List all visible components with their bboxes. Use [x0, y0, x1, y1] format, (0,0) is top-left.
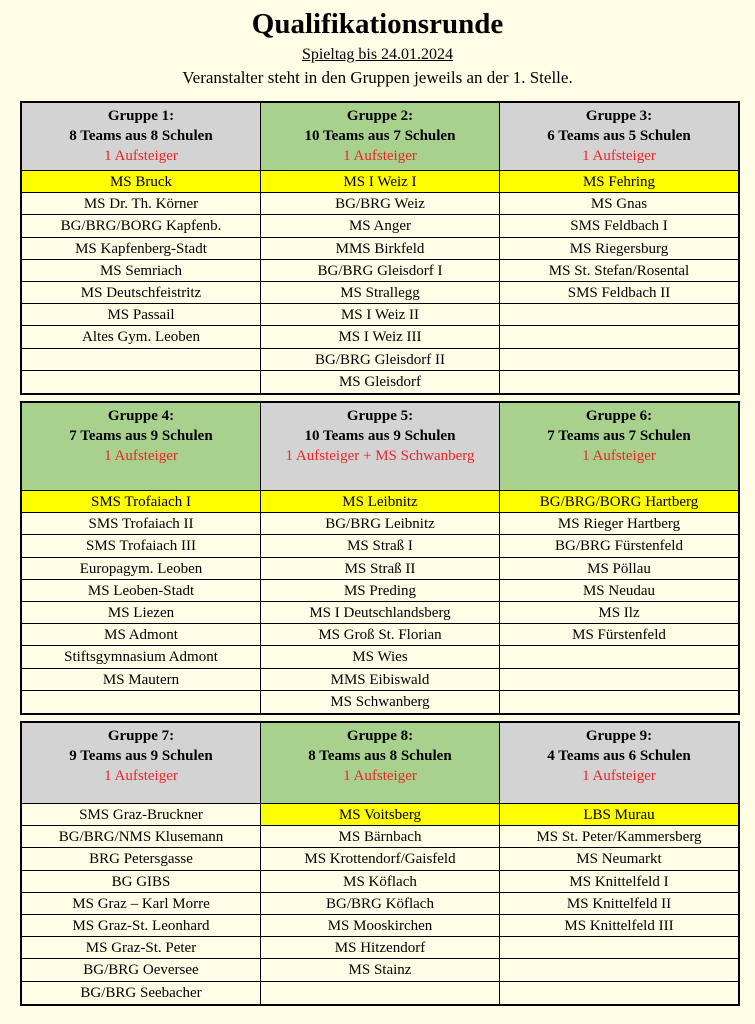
team-cell: MS Preding [261, 580, 499, 602]
organizer-team: SMS Trofaiach I [22, 491, 260, 513]
team-cell: Europagym. Leoben [22, 558, 260, 580]
team-cell: MS Graz-St. Peter [22, 937, 260, 959]
empty-cell [500, 691, 738, 713]
team-cell: MS Leoben-Stadt [22, 580, 260, 602]
team-cell: MS Admont [22, 624, 260, 646]
group-info: 7 Teams aus 9 Schulen [69, 428, 213, 444]
group-info: 6 Teams aus 5 Schulen [547, 128, 691, 144]
group-header [261, 723, 499, 804]
organizer-team: SMS Graz-Bruckner [22, 804, 260, 826]
team-cell: MS Liezen [22, 602, 260, 624]
group-info: 10 Teams aus 7 Schulen [304, 128, 456, 144]
team-cell: MS Knittelfeld II [500, 893, 738, 915]
group-name: Gruppe 7: [107, 728, 175, 744]
page-subtitle: Spieltag bis 24.01.2024 [301, 46, 454, 63]
empty-cell [500, 669, 738, 691]
team-cell: MS Knittelfeld III [500, 915, 738, 937]
empty-cell [500, 371, 738, 393]
organizer-team: MS I Weiz I [261, 171, 499, 193]
group-block-2 [20, 401, 740, 715]
group-info: 7 Teams aus 7 Schulen [547, 428, 691, 444]
page-title: Qualifikationsrunde [251, 8, 504, 40]
team-cell: MMS Birkfeld [261, 238, 499, 260]
group-name: Gruppe 1: [107, 108, 175, 124]
team-cell: Altes Gym. Leoben [22, 326, 260, 348]
organizer-team: MS Bruck [22, 171, 260, 193]
group-column [261, 103, 500, 393]
team-cell: MS Groß St. Florian [261, 624, 499, 646]
empty-cell [500, 937, 738, 959]
team-cell: MS Kapfenberg-Stadt [22, 238, 260, 260]
group-column [261, 403, 500, 713]
team-cell: SMS Feldbach II [500, 282, 738, 304]
group-column [500, 403, 738, 713]
team-cell: MS Gleisdorf [338, 373, 422, 390]
group-name: Gruppe 3: [585, 108, 653, 124]
group-header [22, 403, 260, 491]
empty-cell [500, 982, 738, 1004]
team-cell: MS Mautern [22, 669, 260, 691]
team-cell: MS Dr. Th. Körner [22, 193, 260, 215]
organizer-team: MS Voitsberg [261, 804, 499, 826]
empty-cell [261, 982, 499, 1004]
group-info: 10 Teams aus 9 Schulen [304, 428, 456, 444]
organizer-team: LBS Murau [500, 804, 738, 826]
promotion-note: 1 Aufsteiger [104, 148, 178, 164]
team-cell: MMS Eibiswald [261, 669, 499, 691]
group-column [500, 723, 738, 1004]
team-cell: MS Krottendorf/Gaisfeld [261, 848, 499, 870]
group-header [22, 103, 260, 171]
group-info: 4 Teams aus 6 Schulen [547, 748, 691, 764]
organizer-team: MS Fehring [500, 171, 738, 193]
group-column [22, 723, 261, 1004]
team-cell: MS St. Peter/Kammersberg [500, 826, 738, 848]
team-cell: MS Pöllau [500, 558, 738, 580]
empty-cell [500, 349, 738, 371]
team-cell: SMS Feldbach I [500, 215, 738, 237]
team-cell: MS Mooskirchen [261, 915, 499, 937]
team-cell: MS Stainz [261, 959, 499, 981]
team-cell: MS Graz – Karl Morre [22, 893, 260, 915]
team-cell: SMS Trofaiach II [22, 513, 260, 535]
group-block-3 [20, 721, 740, 1006]
group-column [22, 103, 261, 393]
group-header [22, 723, 260, 804]
team-cell: BG/BRG Oeversee [22, 959, 260, 981]
organizer-note: Veranstalter steht in den Gruppen jeweils an der 1. Stelle. [182, 68, 573, 87]
group-header [500, 103, 738, 171]
team-cell: BG/BRG Seebacher [80, 984, 202, 1001]
group-header [261, 403, 499, 491]
team-cell: BG/BRG Gleisdorf II [261, 349, 499, 371]
team-cell: MS Hitzendorf [261, 937, 499, 959]
page-header [0, 0, 755, 92]
team-cell: BG GIBS [22, 871, 260, 893]
group-name: Gruppe 4: [107, 408, 175, 424]
team-cell: MS Köflach [261, 871, 499, 893]
team-cell: MS Ilz [500, 602, 738, 624]
promotion-note: 1 Aufsteiger + MS Schwanberg [285, 448, 475, 464]
team-cell: BG/BRG/NMS Klusemann [22, 826, 260, 848]
empty-cell [500, 304, 738, 326]
group-column [500, 103, 738, 393]
team-cell: MS I Deutschlandsberg [261, 602, 499, 624]
empty-cell [500, 959, 738, 981]
team-cell: MS Graz-St. Leonhard [22, 915, 260, 937]
empty-cell [22, 349, 260, 371]
promotion-note: 1 Aufsteiger [343, 768, 417, 784]
team-cell: BG/BRG/BORG Kapfenb. [22, 215, 260, 237]
organizer-team: MS Leibnitz [261, 491, 499, 513]
team-cell: MS Wies [261, 646, 499, 668]
empty-cell [22, 371, 260, 393]
team-cell: MS Straß I [261, 535, 499, 557]
team-cell: MS Strallegg [261, 282, 499, 304]
team-cell: MS Anger [261, 215, 499, 237]
promotion-note: 1 Aufsteiger [582, 768, 656, 784]
team-cell: BG/BRG Köflach [261, 893, 499, 915]
group-name: Gruppe 9: [585, 728, 653, 744]
team-cell: MS Deutschfeistritz [22, 282, 260, 304]
group-name: Gruppe 2: [346, 108, 414, 124]
team-cell: MS Schwanberg [330, 693, 430, 710]
group-name: Gruppe 8: [346, 728, 414, 744]
promotion-note: 1 Aufsteiger [582, 148, 656, 164]
organizer-team: BG/BRG/BORG Hartberg [500, 491, 738, 513]
group-column [261, 723, 500, 1004]
team-cell: Stiftsgymnasium Admont [22, 646, 260, 668]
group-info: 9 Teams aus 9 Schulen [69, 748, 213, 764]
team-cell: MS Semriach [22, 260, 260, 282]
group-header [500, 723, 738, 804]
team-cell: MS Riegersburg [500, 238, 738, 260]
team-cell: MS I Weiz III [261, 326, 499, 348]
team-cell: MS Neudau [500, 580, 738, 602]
promotion-note: 1 Aufsteiger [104, 448, 178, 464]
team-cell: SMS Trofaiach III [22, 535, 260, 557]
group-name: Gruppe 6: [585, 408, 653, 424]
empty-cell [22, 691, 260, 713]
team-cell: BRG Petersgasse [22, 848, 260, 870]
group-name: Gruppe 5: [346, 408, 414, 424]
team-cell: MS Bärnbach [261, 826, 499, 848]
team-cell: BG/BRG Fürstenfeld [500, 535, 738, 557]
team-cell: MS Rieger Hartberg [500, 513, 738, 535]
group-column [22, 403, 261, 713]
team-cell: MS Passail [22, 304, 260, 326]
team-cell: BG/BRG Gleisdorf I [261, 260, 499, 282]
team-cell: MS Gnas [500, 193, 738, 215]
team-cell: BG/BRG Leibnitz [261, 513, 499, 535]
group-info: 8 Teams aus 8 Schulen [69, 128, 213, 144]
group-info: 8 Teams aus 8 Schulen [308, 748, 452, 764]
team-cell: BG/BRG Weiz [261, 193, 499, 215]
team-cell: MS St. Stefan/Rosental [500, 260, 738, 282]
promotion-note: 1 Aufsteiger [343, 148, 417, 164]
promotion-note: 1 Aufsteiger [104, 768, 178, 784]
team-cell: MS Straß II [261, 558, 499, 580]
empty-cell [500, 326, 738, 348]
empty-cell [500, 646, 738, 668]
team-cell: MS Fürstenfeld [500, 624, 738, 646]
group-header [261, 103, 499, 171]
group-header [500, 403, 738, 491]
team-cell: MS I Weiz II [261, 304, 499, 326]
team-cell: MS Knittelfeld I [500, 871, 738, 893]
promotion-note: 1 Aufsteiger [582, 448, 656, 464]
team-cell: MS Neumarkt [500, 848, 738, 870]
group-block-1 [20, 101, 740, 395]
